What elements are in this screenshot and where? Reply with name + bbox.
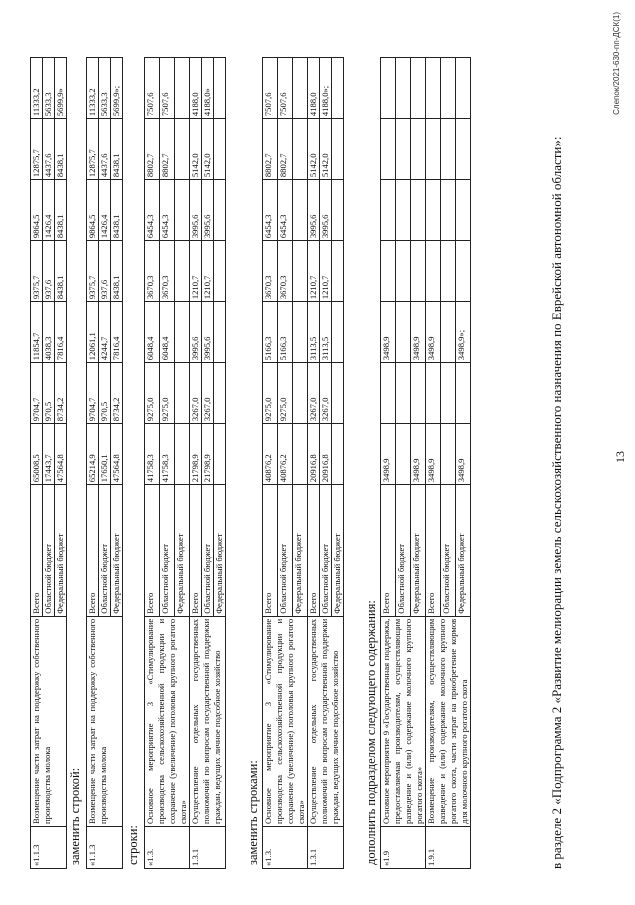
value-cell: 4244,7	[99, 302, 111, 363]
value-cell	[381, 119, 396, 180]
value-cell: 47564,8	[55, 424, 67, 485]
value-cell: 5142,0	[202, 119, 214, 180]
value-cell: 11333,2	[87, 58, 99, 119]
value-cell	[396, 424, 411, 485]
value-cell: 65214,9	[87, 424, 99, 485]
value-cell	[426, 119, 441, 180]
table-row	[263, 58, 278, 869]
table-row	[190, 58, 202, 869]
value-cell: 6048,4	[160, 302, 175, 363]
value-cell: 3498,9»;	[456, 302, 471, 363]
section-footer-text: в разделе 2 «Подпрограмма 2 «Развитие мелиорации земель сельскохозяйственного назначения по Еврейской автономной области»:	[549, 136, 564, 869]
value-cell: 3995,6	[202, 180, 214, 241]
funding-source: Всего	[308, 485, 320, 617]
value-cell: 21798,9	[190, 424, 202, 485]
value-cell	[411, 180, 426, 241]
value-cell: 6454,3	[263, 180, 278, 241]
value-cell: 11854,7	[31, 302, 43, 363]
funding-source: Областной бюджет	[396, 485, 411, 617]
value-cell	[214, 119, 226, 180]
value-cell: 8438,1	[55, 119, 67, 180]
table-row	[426, 58, 441, 869]
funding-source: Всего	[426, 485, 441, 617]
value-cell	[456, 363, 471, 424]
value-cell: 6454,3	[160, 180, 175, 241]
value-cell	[332, 241, 344, 302]
funding-source: Федеральный бюджет	[214, 485, 226, 617]
value-cell: 4188,0»	[202, 58, 214, 119]
value-cell: 4188,0»;	[320, 58, 332, 119]
value-cell: 1426,4	[99, 180, 111, 241]
value-cell: 1426,4	[43, 180, 55, 241]
funding-source: Федеральный бюджет	[175, 485, 190, 617]
funding-source: Всего	[190, 485, 202, 617]
value-cell	[293, 424, 308, 485]
value-cell	[381, 180, 396, 241]
value-cell: 9375,7	[31, 241, 43, 302]
value-cell	[456, 58, 471, 119]
value-cell	[441, 180, 456, 241]
value-cell: 6454,3	[145, 180, 160, 241]
table-row	[31, 58, 43, 869]
value-cell	[426, 363, 441, 424]
value-cell: 7816,4	[55, 302, 67, 363]
value-cell	[175, 119, 190, 180]
table-row	[87, 58, 99, 869]
value-cell	[175, 302, 190, 363]
value-cell	[456, 119, 471, 180]
row-name: Осуществление отдельных государственных полномочий по вопросам государственной поддержки граждан, ведущих личное подсобное хозяйство	[190, 616, 226, 826]
value-cell: 11333,2	[31, 58, 43, 119]
value-cell: 8802,7	[160, 119, 175, 180]
value-cell	[396, 363, 411, 424]
value-cell	[381, 58, 396, 119]
value-cell: 8438,1	[55, 241, 67, 302]
funding-source: Областной бюджет	[99, 485, 111, 617]
value-cell	[396, 58, 411, 119]
value-cell: 8802,7	[263, 119, 278, 180]
value-cell	[441, 241, 456, 302]
value-cell	[175, 180, 190, 241]
funding-source: Федеральный бюджет	[111, 485, 123, 617]
value-cell: 3670,3	[145, 241, 160, 302]
value-cell	[396, 302, 411, 363]
value-cell: 3498,9	[411, 424, 426, 485]
value-cell	[396, 180, 411, 241]
value-cell: 8438,1	[111, 241, 123, 302]
funding-source: Федеральный бюджет	[411, 485, 426, 617]
value-cell: 3498,9	[381, 424, 396, 485]
value-cell	[441, 58, 456, 119]
row-name: Основное мероприятие 3 «Стимулирование производства сельскохозяйственной продукции и сохранение (увеличение) поголовья крупного рогатого скота»	[145, 616, 190, 826]
row-code: 1.9.1	[426, 826, 471, 868]
value-cell: 7816,4	[111, 302, 123, 363]
value-cell: 40876,2	[263, 424, 278, 485]
funding-source: Всего	[145, 485, 160, 617]
value-cell: 8438,1	[111, 119, 123, 180]
value-cell: 20916,8	[308, 424, 320, 485]
row-code: 1.3.1	[308, 826, 344, 868]
funding-source: Областной бюджет	[202, 485, 214, 617]
table-replacement-row	[86, 57, 123, 869]
budget-table	[262, 57, 344, 869]
value-cell: 8438,1	[55, 180, 67, 241]
value-cell	[441, 424, 456, 485]
value-cell	[426, 58, 441, 119]
funding-source: Федеральный бюджет	[456, 485, 471, 617]
value-cell: 3498,9	[411, 302, 426, 363]
value-cell	[214, 58, 226, 119]
value-cell: 65008,5	[31, 424, 43, 485]
value-cell: 9704,7	[31, 363, 43, 424]
heading-add-subsection: дополнить подразделом следующего содержания:	[364, 600, 378, 865]
value-cell: 3995,6	[320, 180, 332, 241]
value-cell: 9275,0	[278, 363, 293, 424]
value-cell	[332, 58, 344, 119]
value-cell: 3267,0	[202, 363, 214, 424]
value-cell: 8802,7	[278, 119, 293, 180]
value-cell	[293, 119, 308, 180]
value-cell: 12875,7	[87, 119, 99, 180]
value-cell	[175, 241, 190, 302]
value-cell: 970,5	[43, 363, 55, 424]
value-cell: 7507,6	[278, 58, 293, 119]
funding-source: Всего	[263, 485, 278, 617]
value-cell	[381, 241, 396, 302]
value-cell: 3498,9	[426, 424, 441, 485]
value-cell	[175, 363, 190, 424]
value-cell: 6048,4	[145, 302, 160, 363]
value-cell: 7507,6	[263, 58, 278, 119]
value-cell	[441, 363, 456, 424]
value-cell: 4437,6	[99, 119, 111, 180]
value-cell	[332, 424, 344, 485]
row-code: 1.3.1	[190, 826, 226, 868]
value-cell	[293, 302, 308, 363]
value-cell: 17650,1	[99, 424, 111, 485]
value-cell: 9864,5	[87, 180, 99, 241]
value-cell	[381, 363, 396, 424]
value-cell: 6454,3	[278, 180, 293, 241]
value-cell: 8438,1	[111, 180, 123, 241]
funding-source: Областной бюджет	[278, 485, 293, 617]
value-cell: 12061,1	[87, 302, 99, 363]
value-cell	[411, 363, 426, 424]
table-original-rows	[144, 57, 226, 869]
value-cell: 41758,3	[145, 424, 160, 485]
value-cell: 5699,9»	[55, 58, 67, 119]
value-cell: 1210,7	[308, 241, 320, 302]
value-cell	[411, 119, 426, 180]
value-cell: 3995,6	[308, 180, 320, 241]
budget-table	[86, 57, 123, 869]
value-cell: 3113,5	[308, 302, 320, 363]
funding-source: Федеральный бюджет	[55, 485, 67, 617]
heading-rows: строки:	[126, 825, 140, 865]
value-cell: 40876,2	[278, 424, 293, 485]
value-cell: 5166,3	[278, 302, 293, 363]
value-cell: 3267,0	[190, 363, 202, 424]
value-cell: 20916,8	[320, 424, 332, 485]
heading-replace-rows: заменить строками:	[246, 760, 260, 865]
heading-replace-row: заменить строкой:	[68, 767, 82, 865]
value-cell: 3995,6	[190, 302, 202, 363]
value-cell: 12875,7	[31, 119, 43, 180]
table-row	[381, 58, 396, 869]
value-cell: 3267,0	[308, 363, 320, 424]
funding-source: Всего	[31, 485, 43, 617]
value-cell: 5633,3	[43, 58, 55, 119]
value-cell: 3498,9	[381, 302, 396, 363]
value-cell	[396, 119, 411, 180]
value-cell: 8734,2	[55, 363, 67, 424]
value-cell: 17443,7	[43, 424, 55, 485]
value-cell: 3498,9	[456, 424, 471, 485]
value-cell: 3113,5	[320, 302, 332, 363]
table-row	[145, 58, 160, 869]
row-name: Основное мероприятие 3 «Стимулирование производства сельскохозяйственной продукции и сохранение (увеличение) поголовья крупного рогатого скота»	[263, 616, 308, 826]
funding-source: Всего	[87, 485, 99, 617]
row-code: «1.9	[381, 826, 426, 868]
value-cell: 5633,3	[99, 58, 111, 119]
value-cell	[332, 302, 344, 363]
value-cell: 1210,7	[320, 241, 332, 302]
value-cell	[175, 58, 190, 119]
document-stamp: Слепок/2021-630-пп-ДСК(1)	[612, 12, 621, 115]
table-row	[308, 58, 320, 869]
funding-source: Областной бюджет	[160, 485, 175, 617]
value-cell: 5166,3	[263, 302, 278, 363]
value-cell: 5142,0	[320, 119, 332, 180]
value-cell: 3670,3	[263, 241, 278, 302]
value-cell: 5699,9»;	[111, 58, 123, 119]
value-cell	[214, 241, 226, 302]
value-cell	[214, 180, 226, 241]
value-cell	[441, 119, 456, 180]
value-cell: 7507,6	[160, 58, 175, 119]
value-cell: 4437,6	[43, 119, 55, 180]
row-code: «1.3.	[263, 826, 308, 868]
budget-table	[380, 57, 471, 869]
table-replacement-rows	[262, 57, 344, 869]
table-original-row	[30, 57, 67, 869]
value-cell: 3267,0	[320, 363, 332, 424]
row-name: Возмещение части затрат на поддержку собственного производства молока	[87, 616, 123, 826]
value-cell: 1210,7	[190, 241, 202, 302]
value-cell	[441, 302, 456, 363]
value-cell: 7507,6	[145, 58, 160, 119]
value-cell	[332, 119, 344, 180]
value-cell	[214, 302, 226, 363]
funding-source: Областной бюджет	[43, 485, 55, 617]
table-new-subsection	[380, 57, 471, 869]
funding-source: Федеральный бюджет	[293, 485, 308, 617]
row-name: Осуществление отдельных государственных полномочий по вопросам государственной поддержки граждан, ведущих личное подсобное хозяйство	[308, 616, 344, 826]
value-cell: 4188,0	[190, 58, 202, 119]
funding-source: Областной бюджет	[441, 485, 456, 617]
value-cell: 8734,2	[111, 363, 123, 424]
value-cell	[332, 180, 344, 241]
value-cell: 47564,8	[111, 424, 123, 485]
value-cell	[293, 363, 308, 424]
funding-source: Федеральный бюджет	[332, 485, 344, 617]
value-cell: 937,6	[43, 241, 55, 302]
value-cell	[411, 241, 426, 302]
funding-source: Всего	[381, 485, 396, 617]
page-number: 13	[613, 451, 627, 463]
value-cell: 9375,7	[87, 241, 99, 302]
value-cell: 3670,3	[278, 241, 293, 302]
value-cell	[396, 241, 411, 302]
value-cell	[456, 241, 471, 302]
value-cell: 9275,0	[145, 363, 160, 424]
value-cell	[426, 180, 441, 241]
row-code: «1.1.3	[87, 826, 123, 868]
value-cell	[456, 180, 471, 241]
budget-table	[30, 57, 67, 869]
row-name: Основное мероприятие 9 «Государственная поддержка, предоставляемая производителям, осуществляющим разведение и (или) содержание молочного крупного рогатого скота»	[381, 616, 426, 826]
value-cell	[293, 180, 308, 241]
value-cell: 8802,7	[145, 119, 160, 180]
value-cell: 937,6	[99, 241, 111, 302]
value-cell: 4038,3	[43, 302, 55, 363]
value-cell: 3995,6	[202, 302, 214, 363]
value-cell: 9275,0	[263, 363, 278, 424]
row-code: «1.3.	[145, 826, 190, 868]
value-cell: 5142,0	[308, 119, 320, 180]
row-name: Возмещение производителям, осуществляющим разведение и (или) содержание молочного крупного рогатого скота, части затрат на приобретение кормов для молочного крупного рогатого скота	[426, 616, 471, 826]
value-cell: 41758,3	[160, 424, 175, 485]
value-cell	[293, 241, 308, 302]
value-cell	[214, 363, 226, 424]
value-cell	[332, 363, 344, 424]
budget-table	[144, 57, 226, 869]
value-cell	[426, 241, 441, 302]
value-cell: 3670,3	[160, 241, 175, 302]
value-cell: 1210,7	[202, 241, 214, 302]
value-cell: 3498,9	[426, 302, 441, 363]
value-cell: 9275,0	[160, 363, 175, 424]
funding-source: Областной бюджет	[320, 485, 332, 617]
value-cell: 4188,0	[308, 58, 320, 119]
value-cell: 3995,6	[190, 180, 202, 241]
value-cell	[175, 424, 190, 485]
value-cell: 21798,9	[202, 424, 214, 485]
value-cell	[293, 58, 308, 119]
value-cell: 970,5	[99, 363, 111, 424]
row-code: «1.1.3	[31, 826, 67, 868]
value-cell	[214, 424, 226, 485]
value-cell: 5142,0	[190, 119, 202, 180]
value-cell: 9864,5	[31, 180, 43, 241]
value-cell	[411, 58, 426, 119]
row-name: Возмещение части затрат на поддержку собственного производства молока	[31, 616, 67, 826]
value-cell: 9704,7	[87, 363, 99, 424]
